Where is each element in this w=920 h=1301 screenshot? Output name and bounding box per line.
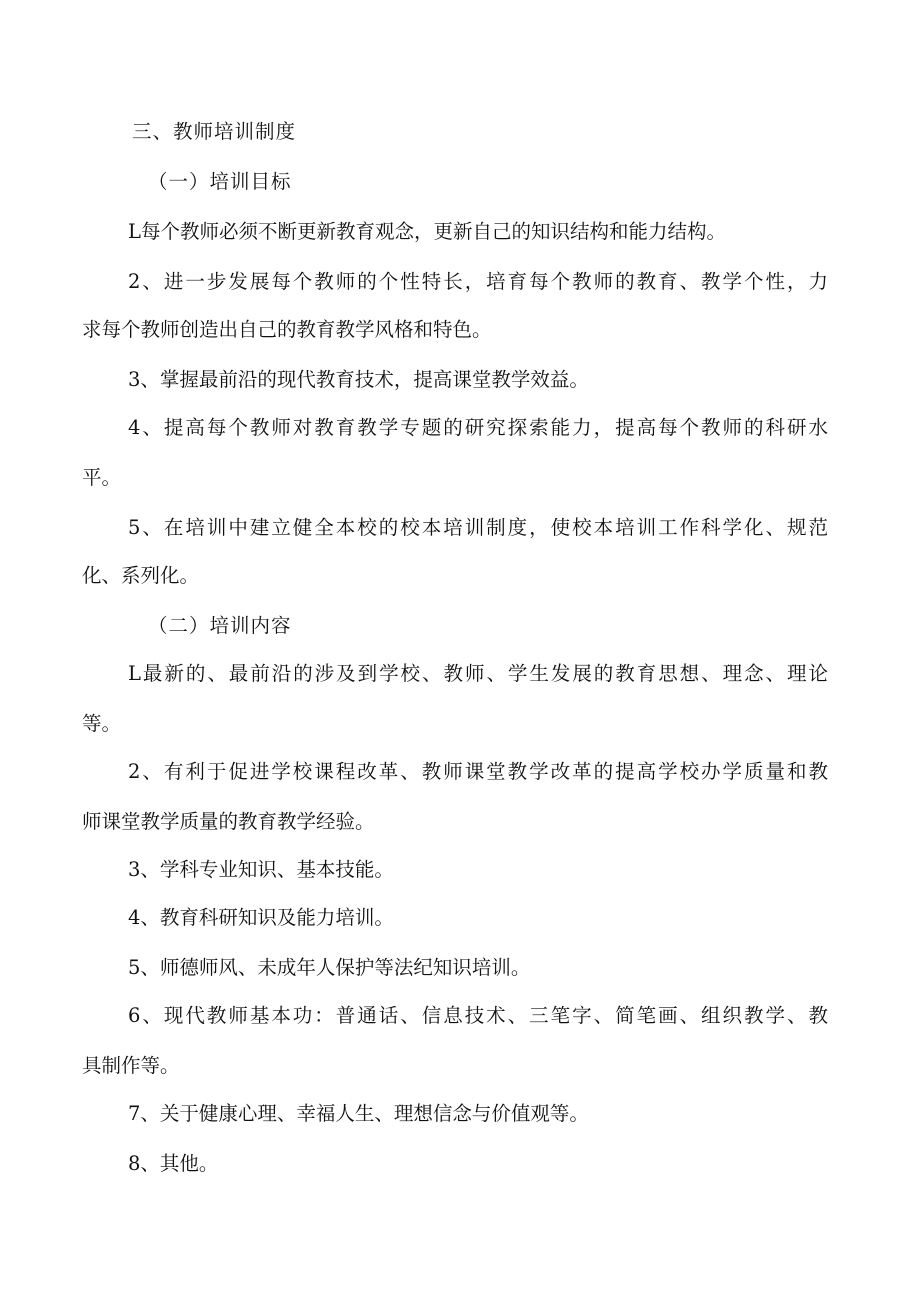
- content-heading: （二）培训内容: [148, 614, 292, 637]
- section-title: 三、教师培训制度: [132, 120, 297, 143]
- content-item-8-line-1: 8、其他。: [128, 1152, 219, 1175]
- content-item-7-line-1: 7、关于健康心理、幸福人生、理想信念与价值观等。: [128, 1102, 589, 1125]
- goals-item-2-line-1: 2、进一步发展每个教师的个性特长，培育每个教师的教育、教学个性，力: [128, 270, 828, 293]
- content-item-2-line-1: 2、有利于促进学校课程改革、教师课堂教学改革的提高学校办学质量和教: [128, 760, 828, 783]
- goals-item-5-line-1: 5、在培训中建立健全本校的校本培训制度，使校本培训工作科学化、规范: [128, 516, 828, 539]
- goals-heading: （一）培训目标: [148, 170, 292, 193]
- goals-item-1-line-1: L每个教师必须不断更新教育观念，更新自己的知识结构和能力结构。: [128, 220, 726, 243]
- goals-item-2-line-2: 求每个教师创造出自己的教育教学风格和特色。: [82, 318, 492, 341]
- content-item-6-line-2: 具制作等。: [82, 1054, 180, 1077]
- goals-item-5-line-2: 化、系列化。: [82, 564, 200, 587]
- content-item-2-line-2: 师课堂教学质量的教育教学经验。: [82, 810, 375, 833]
- content-item-6-line-1: 6、现代教师基本功：普通话、信息技术、三笔字、简笔画、组织教学、教: [128, 1004, 828, 1027]
- content-item-5-line-1: 5、师德师风、未成年人保护等法纪知识培训。: [128, 956, 531, 979]
- goals-item-4-line-2: 平。: [82, 466, 122, 489]
- goals-item-4-line-1: 4、提高每个教师对教育教学专题的研究探索能力，提高每个教师的科研水: [128, 416, 828, 439]
- content-item-4-line-1: 4、教育科研知识及能力培训。: [128, 906, 394, 929]
- content-item-1-line-2: 等。: [82, 712, 122, 735]
- goals-item-3-line-1: 3、掌握最前沿的现代教育技术，提高课堂教学效益。: [128, 368, 589, 391]
- content-item-1-line-1: L最新的、最前沿的涉及到学校、教师、学生发展的教育思想、理念、理论: [128, 662, 828, 685]
- content-item-3-line-1: 3、学科专业知识、基本技能。: [128, 858, 394, 881]
